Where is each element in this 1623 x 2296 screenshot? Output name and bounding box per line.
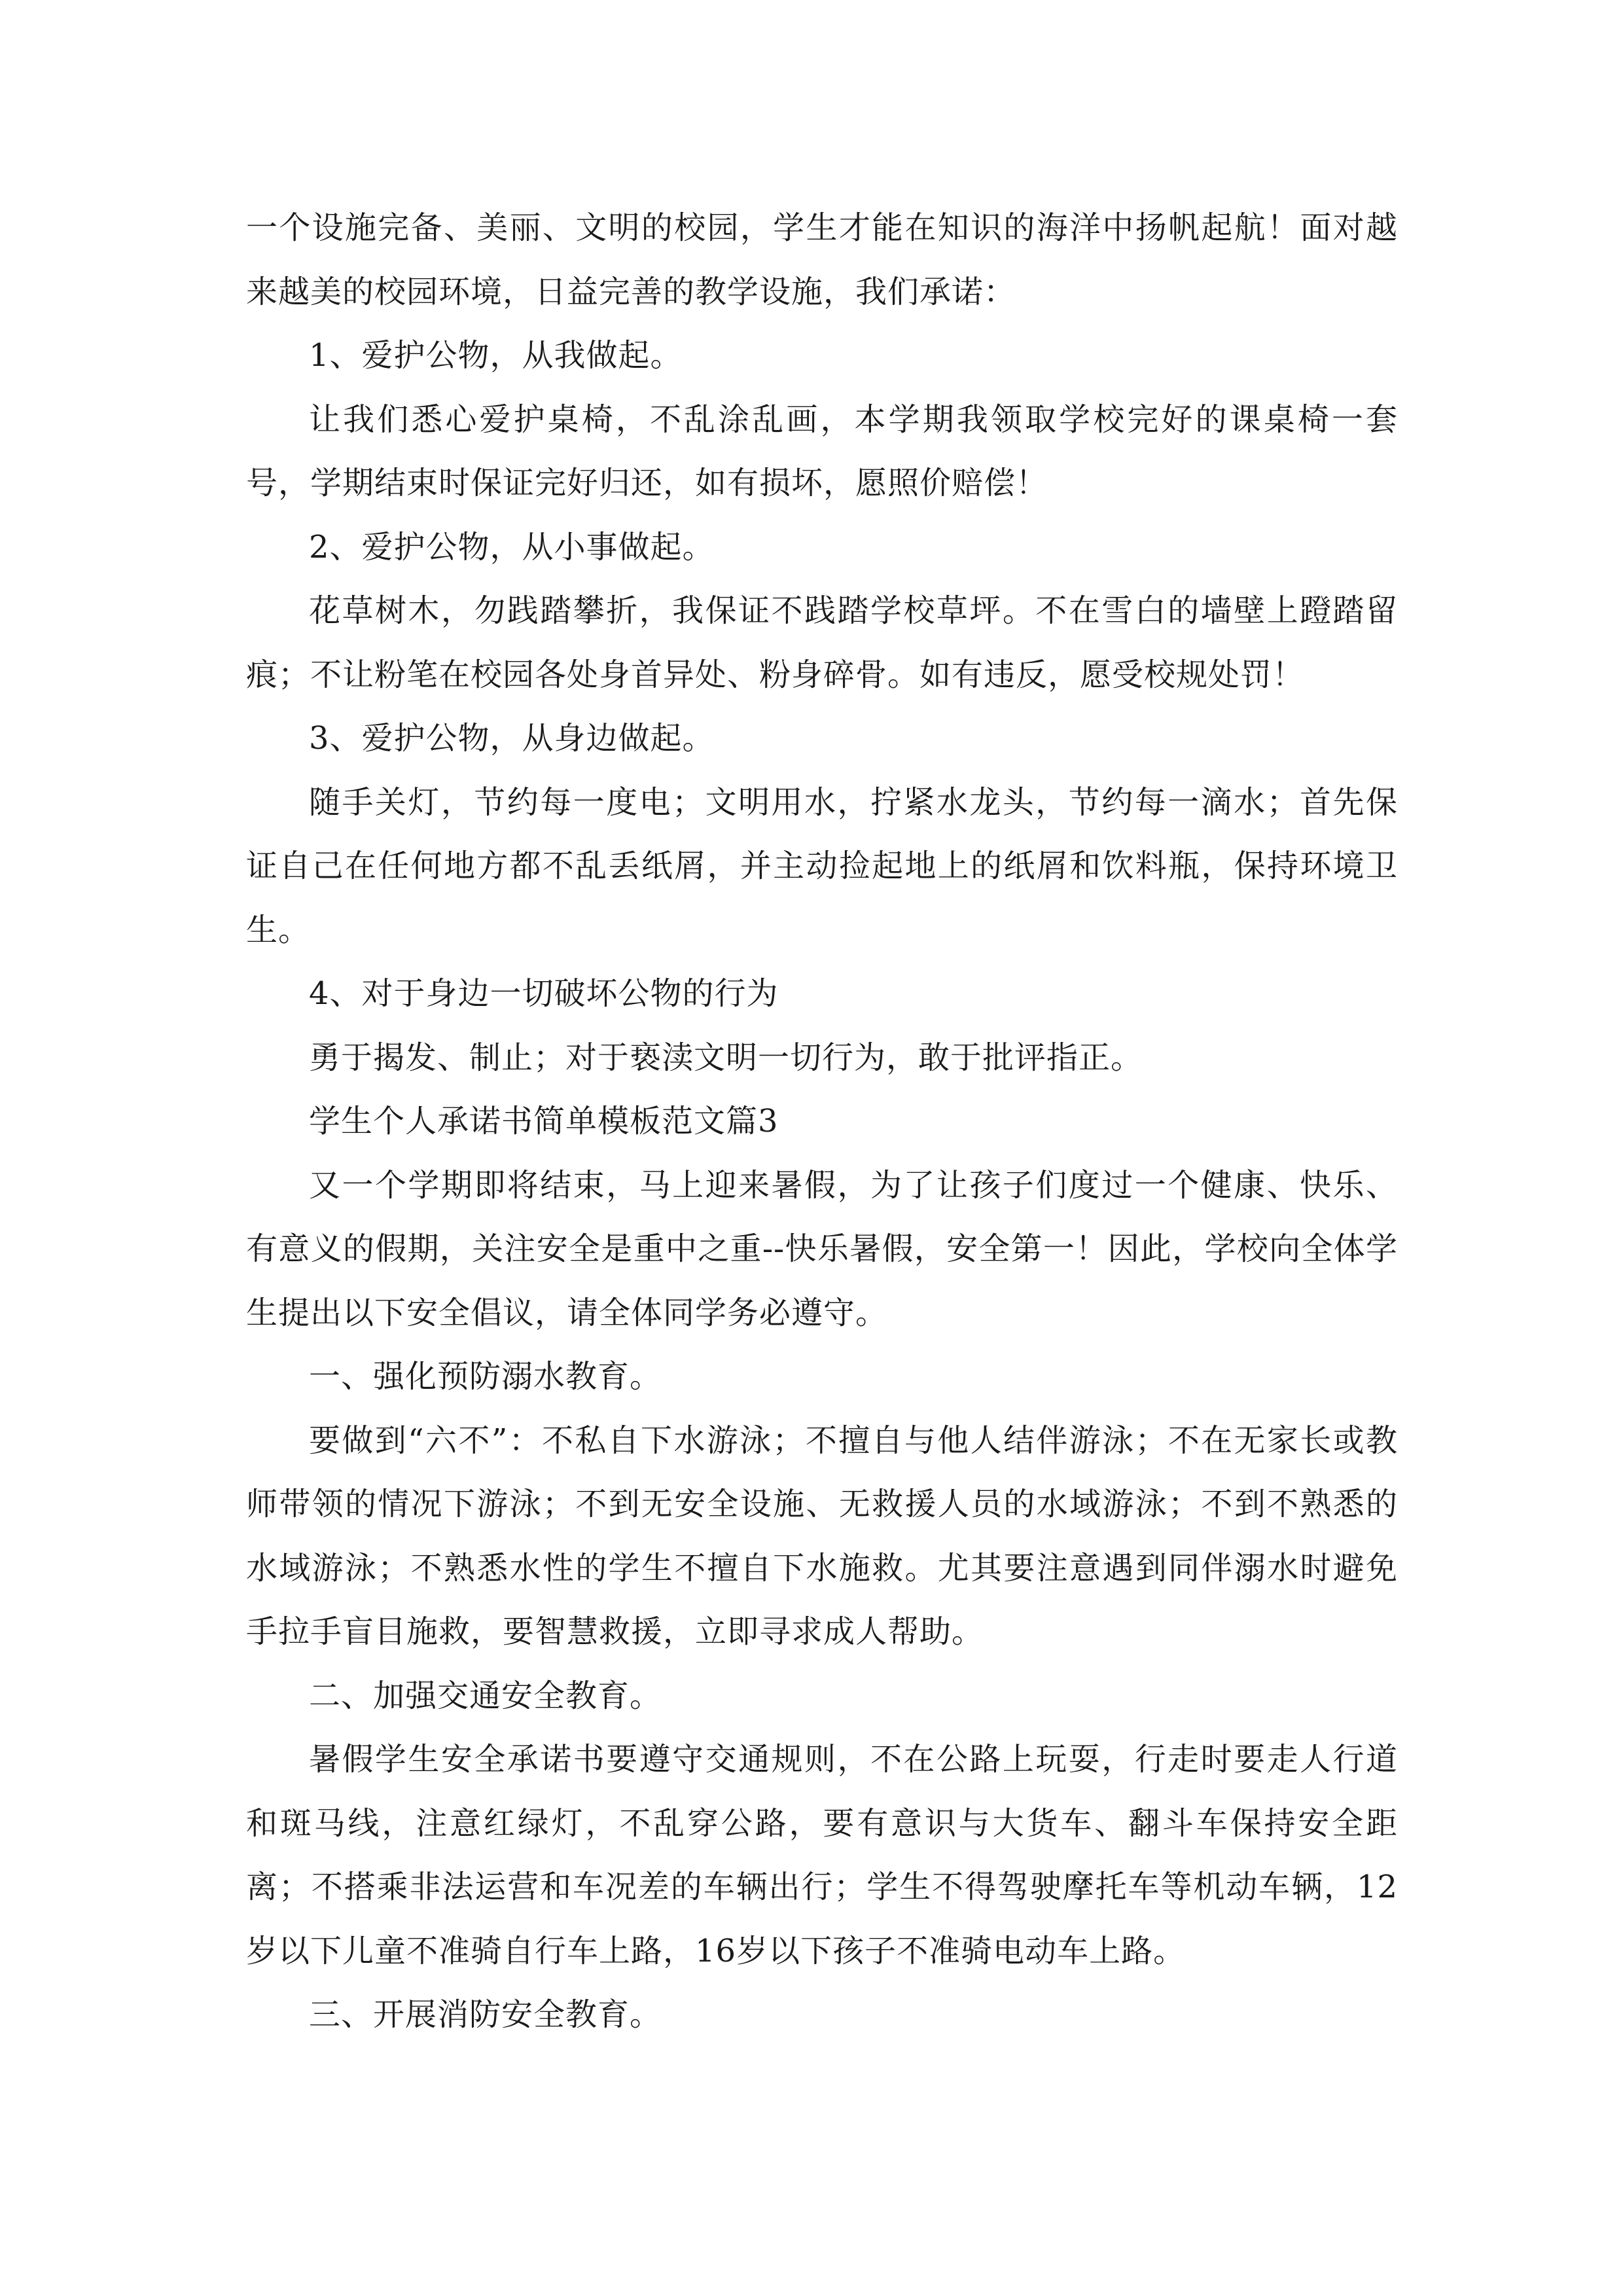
paragraph-intro: 一个设施完备、美丽、文明的校园，学生才能在知识的海洋中扬帆起航！面对越来越美的校园环境，日益完善的教学设施，我们承诺： <box>246 209 1398 310</box>
paragraph-point-2-body: 暑假学生安全承诺书要遵守交通规则，不在公路上玩耍，行走时要走人行道和斑马线，注意红绿灯，不乱穿公路，要有意识与大货车、翻斗车保持安全距离；不搭乘非法运营和车况差的车辆出行；学生不得驾驶摩托车等机动车辆，12岁以下儿童不准骑自行车上路，16岁以下孩子不准骑电动车上路。 <box>246 1741 1398 1969</box>
paragraph-item-4-heading: 4、对于身边一切破坏公物的行为 <box>309 975 779 1012</box>
section-title: 学生个人承诺书简单模板范文篇3 <box>309 1103 779 1139</box>
paragraph-point-1-heading: 一、强化预防溺水教育。 <box>309 1358 662 1395</box>
paragraph-section-intro: 又一个学期即将结束，马上迎来暑假，为了让孩子们度过一个健康、快乐、有意义的假期，关注安全是重中之重--快乐暑假，安全第一！因此，学校向全体学生提出以下安全倡议，请全体同学务必遵守。 <box>246 1166 1398 1331</box>
paragraph-item-2-body: 花草树木，勿践踏攀折，我保证不践踏学校草坪。不在雪白的墙壁上蹬踏留痕；不让粉笔在校园各处身首异处、粉身碎骨。如有违反，愿受校规处罚！ <box>246 592 1398 693</box>
paragraph-point-1-body: 要做到“六不”：不私自下水游泳；不擅自与他人结伴游泳；不在无家长或教师带领的情况下游泳；不到无安全设施、无救援人员的水域游泳；不到不熟悉的水域游泳；不熟悉水性的学生不擅自下水施救。尤其要注意遇到同伴溺水时避免手拉手盲目施救，要智慧救援，立即寻求成人帮助。 <box>246 1422 1398 1650</box>
paragraph-item-3-body: 随手关灯，节约每一度电；文明用水，拧紧水龙头，节约每一滴水；首先保证自己在任何地方都不乱丢纸屑，并主动捡起地上的纸屑和饮料瓶，保持环境卫生。 <box>246 783 1398 948</box>
paragraph-item-3-heading: 3、爱护公物，从身边做起。 <box>309 720 715 757</box>
document-body <box>246 196 1398 2047</box>
paragraph-item-4-body: 勇于揭发、制止；对于亵渎文明一切行为，敢于批评指正。 <box>309 1039 1143 1076</box>
paragraph-item-2-heading: 2、爱护公物，从小事做起。 <box>309 528 715 565</box>
paragraph-item-1-body: 让我们悉心爱护桌椅，不乱涂乱画，本学期我领取学校完好的课桌椅一套号，学期结束时保证完好归还，如有损坏，愿照价赔偿！ <box>246 401 1398 501</box>
paragraph-item-1-heading: 1、爱护公物，从我做起。 <box>309 337 683 374</box>
paragraph-point-2-heading: 二、加强交通安全教育。 <box>309 1677 662 1714</box>
paragraph-point-3-heading: 三、开展消防安全教育。 <box>309 1996 662 2033</box>
